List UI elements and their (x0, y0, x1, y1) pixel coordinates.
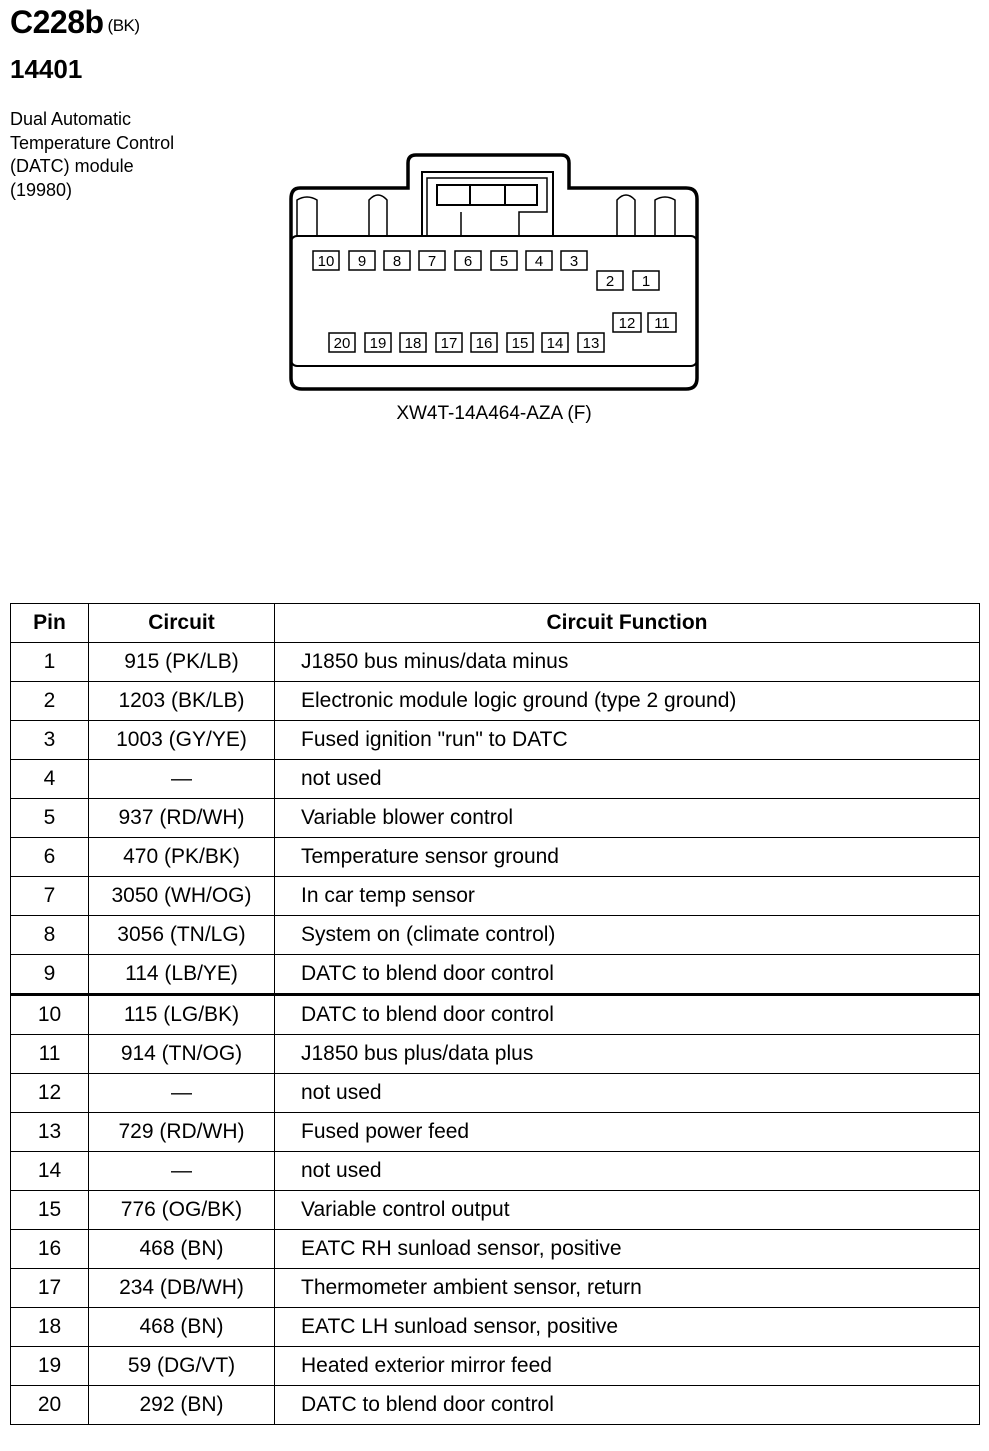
circuit-cell: 114 (LB/YE) (89, 955, 275, 995)
circuit-cell: 115 (LG/BK) (89, 995, 275, 1035)
locking-rib (369, 195, 387, 236)
header-pin: Pin (11, 604, 89, 643)
circuit-cell: 470 (PK/BK) (89, 838, 275, 877)
table-header-row (11, 604, 980, 643)
circuit-cell: 776 (OG/BK) (89, 1191, 275, 1230)
pin-label: 2 (605, 273, 615, 290)
locking-rib (655, 197, 675, 236)
pin-cell: 9 (11, 955, 89, 995)
function-cell: Temperature sensor ground (275, 838, 980, 877)
table-row (11, 1386, 980, 1425)
function-cell: System on (climate control) (275, 916, 980, 955)
table-row (11, 1191, 980, 1230)
pin-label: 13 (582, 335, 600, 352)
connector-id: C228b (10, 4, 104, 40)
header-function: Circuit Function (275, 604, 980, 643)
function-cell: EATC LH sunload sensor, positive (275, 1308, 980, 1347)
circuit-cell: 59 (DG/VT) (89, 1347, 275, 1386)
table-row (11, 995, 980, 1035)
description-line: (19980) (10, 179, 73, 200)
table-row (11, 1035, 980, 1074)
pin-cell: 1 (11, 643, 89, 682)
pin-label: 12 (618, 315, 636, 332)
function-cell: Fused ignition "run" to DATC (275, 721, 980, 760)
table-row (11, 877, 980, 916)
function-cell: Fused power feed (275, 1113, 980, 1152)
part-number: 14401 (10, 54, 83, 84)
pin-cell: 5 (11, 799, 89, 838)
function-cell: not used (275, 1152, 980, 1191)
table-row (11, 760, 980, 799)
table-row (11, 1269, 980, 1308)
circuit-cell: 3050 (WH/OG) (89, 877, 275, 916)
function-cell: Heated exterior mirror feed (275, 1347, 980, 1386)
function-cell: not used (275, 760, 980, 799)
function-cell: not used (275, 1074, 980, 1113)
pin-label: 15 (511, 335, 529, 352)
pin-cell: 11 (11, 1035, 89, 1074)
table-row (11, 682, 980, 721)
pin-label: 8 (392, 253, 402, 270)
function-cell: J1850 bus plus/data plus (275, 1035, 980, 1074)
pin-label: 20 (333, 335, 351, 352)
pin-cell: 8 (11, 916, 89, 955)
connector-face (291, 236, 697, 366)
function-cell: EATC RH sunload sensor, positive (275, 1230, 980, 1269)
table-row (11, 1152, 980, 1191)
pin-cell: 18 (11, 1308, 89, 1347)
pin-cell: 19 (11, 1347, 89, 1386)
table-row (11, 1230, 980, 1269)
table-row (11, 838, 980, 877)
table-row (11, 643, 980, 682)
circuit-cell: 468 (BN) (89, 1308, 275, 1347)
connector-face-diagram (280, 148, 710, 398)
pin-cell: 14 (11, 1152, 89, 1191)
pin-cell: 6 (11, 838, 89, 877)
pin-label: 14 (546, 335, 564, 352)
pin-label: 18 (404, 335, 422, 352)
circuit-cell: 937 (RD/WH) (89, 799, 275, 838)
pin-cell: 13 (11, 1113, 89, 1152)
connector-title (10, 2, 140, 42)
table-row (11, 1074, 980, 1113)
circuit-cell: 729 (RD/WH) (89, 1113, 275, 1152)
table-row (11, 799, 980, 838)
connector-color-code: (BK) (107, 16, 140, 35)
pin-label: 3 (569, 253, 579, 270)
circuit-cell: 1203 (BK/LB) (89, 682, 275, 721)
pin-cell: 10 (11, 995, 89, 1035)
pin-cell: 12 (11, 1074, 89, 1113)
function-cell: DATC to blend door control (275, 995, 980, 1035)
pin-cell: 3 (11, 721, 89, 760)
pin-label: 1 (641, 273, 651, 290)
pin-label: 19 (369, 335, 387, 352)
pin-label: 10 (317, 253, 335, 270)
pin-label: 7 (427, 253, 437, 270)
function-cell: Variable blower control (275, 799, 980, 838)
locking-rib (297, 197, 317, 236)
circuit-cell: 914 (TN/OG) (89, 1035, 275, 1074)
circuit-cell: 3056 (TN/LG) (89, 916, 275, 955)
circuit-cell: 1003 (GY/YE) (89, 721, 275, 760)
circuit-cell: 915 (PK/LB) (89, 643, 275, 682)
circuit-cell: — (89, 1152, 275, 1191)
table-row (11, 1113, 980, 1152)
function-cell: Thermometer ambient sensor, return (275, 1269, 980, 1308)
pin-cell: 17 (11, 1269, 89, 1308)
pin-cell: 7 (11, 877, 89, 916)
description-line: Temperature Control (10, 132, 175, 153)
pin-label: 5 (499, 253, 509, 270)
function-cell: In car temp sensor (275, 877, 980, 916)
circuit-cell: 292 (BN) (89, 1386, 275, 1425)
circuit-cell: — (89, 760, 275, 799)
pin-label: 17 (440, 335, 458, 352)
function-cell: DATC to blend door control (275, 955, 980, 995)
pin-label: 4 (534, 253, 544, 270)
circuit-cell: — (89, 1074, 275, 1113)
locking-rib (617, 195, 635, 236)
table-row (11, 955, 980, 995)
pin-label: 11 (654, 315, 670, 332)
circuit-cell: 468 (BN) (89, 1230, 275, 1269)
description-line: Dual Automatic (10, 109, 132, 129)
circuit-cell: 234 (DB/WH) (89, 1269, 275, 1308)
pin-label: 16 (475, 335, 493, 352)
function-cell: DATC to blend door control (275, 1386, 980, 1425)
module-description (10, 108, 270, 202)
table-row (11, 1347, 980, 1386)
pin-label: 6 (463, 253, 473, 270)
pin-cell: 2 (11, 682, 89, 721)
description-line: (DATC) module (10, 156, 134, 176)
pin-cell: 16 (11, 1230, 89, 1269)
pin-cell: 15 (11, 1191, 89, 1230)
connector-drawing-label: XW4T-14A464-AZA (F) (396, 403, 592, 424)
table-row (11, 916, 980, 955)
connector-body-outline (291, 155, 697, 389)
function-cell: Electronic module logic ground (type 2 ground) (275, 682, 980, 721)
function-cell: J1850 bus minus/data minus (275, 643, 980, 682)
pin-table (10, 603, 980, 1425)
header-circuit: Circuit (89, 604, 275, 643)
pin-cell: 20 (11, 1386, 89, 1425)
table-row (11, 721, 980, 760)
table-row (11, 1308, 980, 1347)
function-cell: Variable control output (275, 1191, 980, 1230)
pin-cell: 4 (11, 760, 89, 799)
latch-window (437, 185, 537, 205)
pin-label: 9 (357, 253, 367, 270)
